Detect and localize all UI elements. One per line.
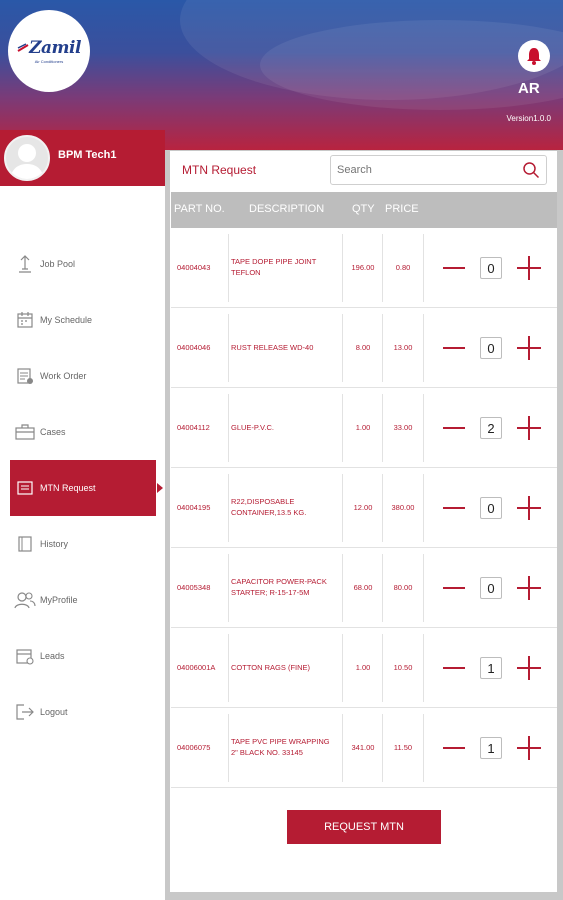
app-header (0, 0, 563, 150)
quantity-stepper (442, 494, 542, 522)
column-divider (423, 634, 424, 702)
column-divider (342, 234, 343, 302)
users-icon (14, 589, 36, 611)
plus-icon (528, 416, 530, 440)
parts-table (171, 228, 557, 798)
quantity-stepper (442, 334, 542, 362)
sidebar-item-label: Work Order (40, 371, 87, 381)
part-description: TAPE DOPE PIPE JOINT TEFLON (231, 257, 317, 277)
quantity-stepper (442, 574, 542, 602)
sidebar (0, 186, 165, 900)
column-divider (228, 394, 229, 462)
plus-icon (528, 496, 530, 520)
minus-icon (443, 347, 465, 349)
column-divider (228, 234, 229, 302)
column-header-part-no: PART NO. (174, 203, 225, 215)
increment-button[interactable] (516, 335, 542, 361)
part-description: R22,DISPOSABLE CONTAINER,13.5 KG. (231, 497, 307, 517)
part-qty: 12.00 (353, 502, 373, 512)
search-icon[interactable] (522, 161, 540, 179)
sidebar-item-label: My Schedule (40, 315, 93, 325)
part-price: 80.00 (393, 582, 413, 592)
column-header-qty: QTY (352, 203, 375, 215)
quantity-field[interactable]: 0 (480, 257, 502, 279)
column-divider (382, 554, 383, 622)
history-icon (14, 533, 36, 555)
part-number: 04004195 (177, 502, 211, 512)
minus-icon (443, 587, 465, 589)
table-header (171, 192, 557, 228)
part-number: 04005348 (177, 582, 211, 592)
minus-icon (443, 667, 465, 669)
leads-icon (14, 645, 36, 667)
active-indicator-arrow (157, 483, 163, 493)
quantity-stepper (442, 254, 542, 282)
column-divider (342, 714, 343, 782)
sidebar-item-label: MyProfile (40, 595, 78, 605)
mtn-request-panel (170, 151, 557, 892)
plus-icon (528, 336, 530, 360)
sidebar-item-label: Leads (40, 651, 65, 661)
part-qty: 68.00 (353, 582, 373, 592)
quantity-stepper (442, 654, 542, 682)
logo-subtext: Air Conditioners (34, 59, 64, 64)
profile-bar (0, 130, 165, 186)
decrement-button[interactable] (442, 656, 466, 680)
request-mtn-button[interactable]: REQUEST MTN (287, 810, 441, 844)
search-box[interactable] (330, 155, 547, 185)
table-row (171, 228, 557, 308)
part-description: TAPE PVC PIPE WRAPPING 2" BLACK NO. 33145 (231, 737, 330, 757)
sidebar-item-history[interactable] (10, 516, 156, 572)
quantity-field[interactable]: 1 (480, 737, 502, 759)
logo-swoosh-icon (17, 43, 29, 53)
zamil-logo (8, 10, 90, 92)
decrement-button[interactable] (442, 416, 466, 440)
minus-icon (443, 507, 465, 509)
column-divider (423, 314, 424, 382)
decrement-button[interactable] (442, 496, 466, 520)
decrement-button[interactable] (442, 576, 466, 600)
plus-icon (528, 576, 530, 600)
sidebar-item-label: Job Pool (40, 259, 76, 269)
plus-icon (528, 656, 530, 680)
column-divider (228, 634, 229, 702)
column-divider (423, 474, 424, 542)
part-description: CAPACITOR POWER-PACK STARTER; R-15-17-5M (231, 577, 327, 597)
column-divider (342, 394, 343, 462)
part-number: 04006001A (177, 662, 216, 672)
column-divider (423, 714, 424, 782)
quantity-field[interactable]: 2 (480, 417, 502, 439)
bell-icon (524, 46, 544, 66)
part-price: 33.00 (393, 422, 413, 432)
plus-icon (528, 736, 530, 760)
part-description: RUST RELEASE WD-40 (231, 342, 314, 352)
increment-button[interactable] (516, 495, 542, 521)
minus-icon (443, 747, 465, 749)
column-divider (382, 234, 383, 302)
increment-button[interactable] (516, 575, 542, 601)
decrement-button[interactable] (442, 736, 466, 760)
part-qty: 8.00 (355, 342, 371, 352)
part-number: 04006075 (177, 742, 211, 752)
part-price: 13.00 (393, 342, 413, 352)
version-label: Version1.0.0 (506, 114, 551, 123)
quantity-stepper (442, 414, 542, 442)
column-divider (228, 314, 229, 382)
part-description: GLUE-P.V.C. (231, 422, 274, 432)
briefcase-icon (14, 421, 36, 443)
decrement-button[interactable] (442, 256, 466, 280)
increment-button[interactable] (516, 255, 542, 281)
user-name: BPM Tech1 (58, 149, 117, 161)
column-divider (228, 714, 229, 782)
logo-wordmark: Zamil (29, 38, 81, 58)
table-row (171, 308, 557, 388)
column-divider (382, 634, 383, 702)
table-row (171, 468, 557, 548)
column-divider (382, 314, 383, 382)
sidebar-item-label: MTN Request (40, 483, 96, 493)
calendar-icon (14, 309, 36, 331)
column-divider (228, 554, 229, 622)
logout-icon (14, 701, 36, 723)
table-row (171, 708, 557, 788)
column-divider (342, 634, 343, 702)
sidebar-item-job-pool[interactable] (10, 236, 156, 292)
part-price: 10.50 (393, 662, 413, 672)
column-divider (342, 314, 343, 382)
sidebar-item-label: History (40, 539, 69, 549)
column-divider (382, 394, 383, 462)
part-number: 04004046 (177, 342, 211, 352)
column-divider (382, 474, 383, 542)
sidebar-item-leads[interactable] (10, 628, 156, 684)
avatar[interactable] (4, 135, 50, 181)
minus-icon (443, 267, 465, 269)
language-toggle[interactable]: AR (518, 80, 540, 97)
sidebar-item-my-schedule[interactable] (10, 292, 156, 348)
part-price: 380.00 (391, 502, 415, 512)
quantity-stepper (442, 734, 542, 762)
sidebar-item-mtn-request[interactable] (10, 460, 156, 516)
column-divider (342, 474, 343, 542)
part-qty: 1.00 (355, 662, 371, 672)
table-row (171, 388, 557, 468)
quantity-field[interactable]: 1 (480, 657, 502, 679)
part-qty: 341.00 (351, 742, 375, 752)
job-pool-icon (14, 253, 36, 275)
part-number: 04004043 (177, 262, 211, 272)
column-header-description: DESCRIPTION (249, 203, 325, 215)
part-number: 04004112 (177, 422, 210, 432)
part-description: COTTON RAGS (FINE) (231, 662, 311, 672)
column-divider (382, 714, 383, 782)
notification-button[interactable] (518, 40, 550, 72)
mtn-request-icon (14, 477, 36, 499)
sidebar-item-cases[interactable] (10, 404, 156, 460)
sidebar-item-work-order[interactable] (10, 348, 156, 404)
search-input[interactable] (337, 164, 507, 176)
quantity-field[interactable]: 0 (480, 337, 502, 359)
increment-button[interactable] (516, 415, 542, 441)
increment-button[interactable] (516, 655, 542, 681)
increment-button[interactable] (516, 735, 542, 761)
column-divider (423, 234, 424, 302)
part-qty: 196.00 (351, 262, 375, 272)
plus-icon (528, 256, 530, 280)
sidebar-item-label: Cases (40, 427, 66, 437)
table-row (171, 548, 557, 628)
user-avatar-icon (6, 137, 48, 179)
quantity-field[interactable]: 0 (480, 577, 502, 599)
column-divider (228, 474, 229, 542)
column-divider (423, 554, 424, 622)
column-header-price: PRICE (385, 203, 419, 215)
minus-icon (443, 427, 465, 429)
part-qty: 1.00 (355, 422, 371, 432)
sidebar-item-label: Logout (40, 707, 68, 717)
part-price: 11.50 (393, 742, 413, 752)
column-divider (423, 394, 424, 462)
table-row (171, 628, 557, 708)
column-divider (342, 554, 343, 622)
work-order-icon (14, 365, 36, 387)
page-title: MTN Request (182, 163, 257, 177)
sidebar-item-logout[interactable] (10, 684, 156, 740)
quantity-field[interactable]: 0 (480, 497, 502, 519)
sidebar-item-my-profile[interactable] (10, 572, 156, 628)
part-price: 0.80 (395, 262, 411, 272)
decrement-button[interactable] (442, 336, 466, 360)
